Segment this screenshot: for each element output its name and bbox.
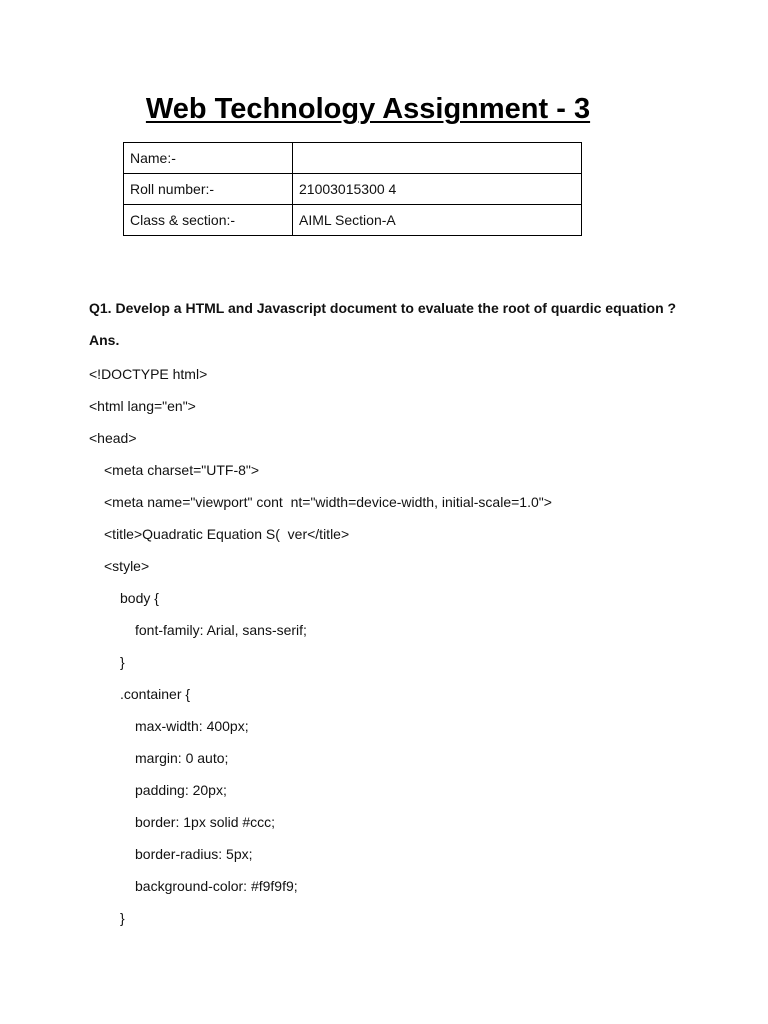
- code-line: body {: [120, 590, 159, 606]
- name-value: [293, 143, 582, 174]
- table-row: [124, 174, 582, 205]
- code-line: <title>Quadratic Equation S( ver</title>: [104, 526, 350, 542]
- table-row: [124, 143, 582, 174]
- code-line: <meta name="viewport" cont nt="width=device-width, initial-scale=1.0">: [104, 494, 552, 510]
- code-line: }: [120, 654, 125, 670]
- code-line: margin: 0 auto;: [135, 750, 229, 766]
- code-block: [89, 364, 552, 940]
- code-line: font-family: Arial, sans-serif;: [135, 622, 307, 638]
- student-info-table: [123, 142, 582, 236]
- table-row: [124, 205, 582, 236]
- code-line: <style>: [104, 558, 150, 574]
- code-line: .container {: [120, 686, 191, 702]
- class-section-value: AIML Section-A: [293, 205, 582, 236]
- roll-number-value: 21003015300 4: [293, 174, 582, 205]
- answer-label: Ans.: [89, 332, 120, 348]
- code-line: <!DOCTYPE html>: [89, 366, 208, 382]
- code-line: background-color: #f9f9f9;: [135, 878, 298, 894]
- code-line: max-width: 400px;: [135, 718, 249, 734]
- code-line: padding: 20px;: [135, 782, 227, 798]
- code-line: }: [120, 910, 125, 926]
- question-text: Q1. Develop a HTML and Javascript document to evaluate the root of quardic equation ?: [89, 300, 677, 316]
- code-line: <head>: [89, 430, 137, 446]
- page-title: Web Technology Assignment - 3: [145, 93, 591, 125]
- code-line: <meta charset="UTF-8">: [104, 462, 260, 478]
- name-label: Name:-: [124, 143, 293, 174]
- code-line: <html lang="en">: [89, 398, 196, 414]
- code-line: border-radius: 5px;: [135, 846, 253, 862]
- class-section-label: Class & section:-: [124, 205, 293, 236]
- roll-number-label: Roll number:-: [124, 174, 293, 205]
- code-line: border: 1px solid #ccc;: [135, 814, 276, 830]
